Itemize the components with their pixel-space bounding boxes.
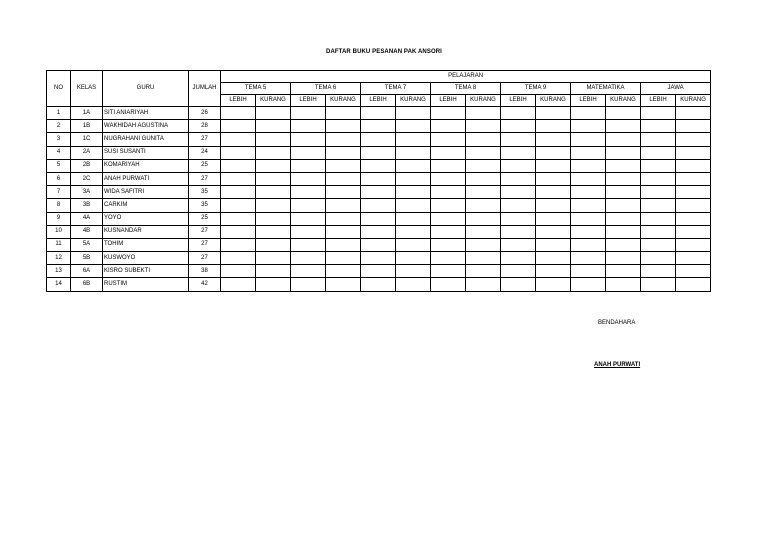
- empty-cell: [431, 107, 466, 120]
- empty-cell: [571, 225, 606, 238]
- empty-cell: [536, 238, 571, 251]
- empty-cell: [221, 120, 256, 133]
- header-kurang: KURANG: [536, 95, 571, 107]
- empty-cell: [361, 186, 396, 199]
- empty-cell: [466, 225, 501, 238]
- empty-cell: [221, 238, 256, 251]
- empty-cell: [291, 265, 326, 278]
- empty-cell: [291, 278, 326, 291]
- empty-cell: [396, 159, 431, 172]
- cell-no: 11: [47, 238, 71, 251]
- empty-cell: [606, 146, 641, 159]
- table-row: [47, 199, 711, 212]
- empty-cell: [291, 133, 326, 146]
- empty-cell: [466, 265, 501, 278]
- header-kelas: KELAS: [71, 71, 103, 107]
- header-no: NO: [47, 71, 71, 107]
- empty-cell: [256, 199, 291, 212]
- empty-cell: [466, 252, 501, 265]
- empty-cell: [256, 265, 291, 278]
- empty-cell: [466, 186, 501, 199]
- empty-cell: [291, 212, 326, 225]
- empty-cell: [291, 159, 326, 172]
- empty-cell: [466, 172, 501, 185]
- empty-cell: [396, 265, 431, 278]
- empty-cell: [361, 238, 396, 251]
- empty-cell: [571, 212, 606, 225]
- empty-cell: [256, 278, 291, 291]
- empty-cell: [501, 172, 536, 185]
- empty-cell: [291, 225, 326, 238]
- header-subject: TEMA 6: [291, 83, 361, 95]
- empty-cell: [501, 212, 536, 225]
- cell-no: 4: [47, 146, 71, 159]
- header-kurang: KURANG: [326, 95, 361, 107]
- empty-cell: [676, 252, 711, 265]
- cell-guru: ANAH PURWATI: [103, 172, 189, 185]
- cell-kelas: 4B: [71, 225, 103, 238]
- cell-jumlah: 24: [189, 146, 221, 159]
- cell-kelas: 6A: [71, 265, 103, 278]
- empty-cell: [571, 278, 606, 291]
- header-lebih: LEBIH: [431, 95, 466, 107]
- empty-cell: [431, 120, 466, 133]
- empty-cell: [361, 146, 396, 159]
- cell-kelas: 5B: [71, 252, 103, 265]
- empty-cell: [501, 199, 536, 212]
- empty-cell: [221, 199, 256, 212]
- empty-cell: [326, 120, 361, 133]
- cell-guru: WIDA SAFITRI: [103, 186, 189, 199]
- table-row: [47, 238, 711, 251]
- empty-cell: [571, 133, 606, 146]
- empty-cell: [396, 199, 431, 212]
- empty-cell: [221, 265, 256, 278]
- cell-guru: RUSTIM: [103, 278, 189, 291]
- empty-cell: [361, 133, 396, 146]
- empty-cell: [361, 172, 396, 185]
- empty-cell: [676, 172, 711, 185]
- empty-cell: [431, 146, 466, 159]
- empty-cell: [641, 238, 676, 251]
- empty-cell: [221, 186, 256, 199]
- cell-kelas: 2A: [71, 146, 103, 159]
- empty-cell: [326, 146, 361, 159]
- empty-cell: [221, 159, 256, 172]
- empty-cell: [221, 278, 256, 291]
- cell-guru: KUSWOYO: [103, 252, 189, 265]
- empty-cell: [431, 186, 466, 199]
- cell-no: 7: [47, 186, 71, 199]
- cell-no: 1: [47, 107, 71, 120]
- empty-cell: [606, 238, 641, 251]
- cell-no: 6: [47, 172, 71, 185]
- header-row-top: [47, 71, 711, 83]
- cell-jumlah: 38: [189, 265, 221, 278]
- empty-cell: [291, 172, 326, 185]
- empty-cell: [676, 212, 711, 225]
- empty-cell: [256, 133, 291, 146]
- empty-cell: [536, 120, 571, 133]
- signature-name: ANAH PURWATI: [594, 362, 641, 368]
- empty-cell: [676, 225, 711, 238]
- header-lebih: LEBIH: [571, 95, 606, 107]
- empty-cell: [536, 252, 571, 265]
- empty-cell: [606, 252, 641, 265]
- cell-jumlah: 25: [189, 159, 221, 172]
- table-row: [47, 146, 711, 159]
- cell-no: 2: [47, 120, 71, 133]
- empty-cell: [256, 238, 291, 251]
- header-kurang: KURANG: [396, 95, 431, 107]
- empty-cell: [431, 199, 466, 212]
- cell-no: 9: [47, 212, 71, 225]
- empty-cell: [606, 225, 641, 238]
- empty-cell: [501, 278, 536, 291]
- empty-cell: [571, 265, 606, 278]
- empty-cell: [641, 146, 676, 159]
- empty-cell: [396, 212, 431, 225]
- header-subject: TEMA 5: [221, 83, 291, 95]
- empty-cell: [641, 225, 676, 238]
- empty-cell: [361, 212, 396, 225]
- empty-cell: [466, 107, 501, 120]
- empty-cell: [676, 265, 711, 278]
- cell-jumlah: 42: [189, 278, 221, 291]
- empty-cell: [466, 146, 501, 159]
- header-lebih: LEBIH: [501, 95, 536, 107]
- table-row: [47, 225, 711, 238]
- empty-cell: [221, 172, 256, 185]
- empty-cell: [536, 212, 571, 225]
- cell-no: 14: [47, 278, 71, 291]
- empty-cell: [291, 238, 326, 251]
- empty-cell: [676, 146, 711, 159]
- empty-cell: [291, 120, 326, 133]
- empty-cell: [536, 278, 571, 291]
- table-row: [47, 278, 711, 291]
- empty-cell: [291, 252, 326, 265]
- empty-cell: [606, 278, 641, 291]
- empty-cell: [606, 199, 641, 212]
- empty-cell: [676, 159, 711, 172]
- header-jumlah: JUMLAH: [189, 71, 221, 107]
- cell-jumlah: 35: [189, 199, 221, 212]
- cell-kelas: 1C: [71, 133, 103, 146]
- empty-cell: [606, 212, 641, 225]
- empty-cell: [466, 199, 501, 212]
- empty-cell: [221, 146, 256, 159]
- empty-cell: [256, 120, 291, 133]
- table-row: [47, 252, 711, 265]
- document-title: DAFTAR BUKU PESANAN PAK ANSORI: [326, 49, 442, 55]
- empty-cell: [431, 252, 466, 265]
- empty-cell: [641, 252, 676, 265]
- empty-cell: [571, 238, 606, 251]
- empty-cell: [396, 172, 431, 185]
- empty-cell: [641, 199, 676, 212]
- empty-cell: [676, 120, 711, 133]
- empty-cell: [361, 225, 396, 238]
- empty-cell: [536, 133, 571, 146]
- header-kurang: KURANG: [606, 95, 641, 107]
- cell-guru: TOHIM: [103, 238, 189, 251]
- cell-kelas: 6B: [71, 278, 103, 291]
- empty-cell: [256, 159, 291, 172]
- empty-cell: [466, 238, 501, 251]
- cell-jumlah: 28: [189, 120, 221, 133]
- cell-jumlah: 26: [189, 107, 221, 120]
- header-pelajaran: PELAJARAN: [221, 71, 711, 83]
- table-row: [47, 159, 711, 172]
- empty-cell: [361, 278, 396, 291]
- empty-cell: [221, 225, 256, 238]
- empty-cell: [396, 120, 431, 133]
- empty-cell: [641, 159, 676, 172]
- cell-no: 3: [47, 133, 71, 146]
- empty-cell: [221, 133, 256, 146]
- empty-cell: [676, 238, 711, 251]
- empty-cell: [536, 107, 571, 120]
- header-lebih: LEBIH: [291, 95, 326, 107]
- header-subject: TEMA 9: [501, 83, 571, 95]
- header-subject: MATEMATIKA: [571, 83, 641, 95]
- cell-kelas: 3B: [71, 199, 103, 212]
- empty-cell: [536, 172, 571, 185]
- empty-cell: [676, 133, 711, 146]
- empty-cell: [501, 265, 536, 278]
- empty-cell: [501, 225, 536, 238]
- empty-cell: [501, 107, 536, 120]
- empty-cell: [536, 146, 571, 159]
- empty-cell: [361, 120, 396, 133]
- empty-cell: [326, 238, 361, 251]
- empty-cell: [326, 107, 361, 120]
- empty-cell: [501, 159, 536, 172]
- table-row: [47, 212, 711, 225]
- empty-cell: [641, 265, 676, 278]
- empty-cell: [536, 265, 571, 278]
- empty-cell: [571, 186, 606, 199]
- empty-cell: [466, 133, 501, 146]
- empty-cell: [606, 186, 641, 199]
- empty-cell: [256, 186, 291, 199]
- empty-cell: [641, 172, 676, 185]
- empty-cell: [501, 186, 536, 199]
- table-row: [47, 172, 711, 185]
- empty-cell: [641, 212, 676, 225]
- empty-cell: [606, 159, 641, 172]
- empty-cell: [431, 212, 466, 225]
- cell-guru: WAKHIDAH AGUSTINA: [103, 120, 189, 133]
- cell-no: 12: [47, 252, 71, 265]
- empty-cell: [326, 278, 361, 291]
- cell-kelas: 1B: [71, 120, 103, 133]
- empty-cell: [221, 107, 256, 120]
- table-row: [47, 107, 711, 120]
- table-row: [47, 186, 711, 199]
- empty-cell: [361, 199, 396, 212]
- empty-cell: [571, 252, 606, 265]
- empty-cell: [256, 107, 291, 120]
- empty-cell: [396, 238, 431, 251]
- empty-cell: [466, 212, 501, 225]
- empty-cell: [641, 120, 676, 133]
- cell-no: 13: [47, 265, 71, 278]
- empty-cell: [571, 107, 606, 120]
- cell-jumlah: 27: [189, 172, 221, 185]
- empty-cell: [571, 159, 606, 172]
- header-lebih: LEBIH: [361, 95, 396, 107]
- empty-cell: [291, 107, 326, 120]
- header-subject: JAWA: [641, 83, 711, 95]
- empty-cell: [676, 186, 711, 199]
- empty-cell: [291, 146, 326, 159]
- cell-no: 5: [47, 159, 71, 172]
- cell-jumlah: 25: [189, 212, 221, 225]
- empty-cell: [396, 133, 431, 146]
- empty-cell: [291, 186, 326, 199]
- cell-kelas: 1A: [71, 107, 103, 120]
- empty-cell: [571, 146, 606, 159]
- empty-cell: [606, 133, 641, 146]
- empty-cell: [326, 225, 361, 238]
- empty-cell: [431, 159, 466, 172]
- cell-guru: NUGRAHANI GUNITA: [103, 133, 189, 146]
- empty-cell: [466, 120, 501, 133]
- cell-kelas: 4A: [71, 212, 103, 225]
- empty-cell: [256, 146, 291, 159]
- empty-cell: [501, 133, 536, 146]
- empty-cell: [326, 186, 361, 199]
- table-row: [47, 265, 711, 278]
- empty-cell: [256, 172, 291, 185]
- cell-kelas: 3A: [71, 186, 103, 199]
- empty-cell: [256, 212, 291, 225]
- empty-cell: [676, 107, 711, 120]
- empty-cell: [431, 265, 466, 278]
- empty-cell: [431, 238, 466, 251]
- empty-cell: [326, 133, 361, 146]
- empty-cell: [571, 120, 606, 133]
- cell-kelas: 2C: [71, 172, 103, 185]
- empty-cell: [326, 172, 361, 185]
- cell-guru: KOMARIYAH: [103, 159, 189, 172]
- empty-cell: [536, 186, 571, 199]
- empty-cell: [326, 199, 361, 212]
- empty-cell: [396, 252, 431, 265]
- empty-cell: [501, 238, 536, 251]
- header-guru: GURU: [103, 71, 189, 107]
- cell-no: 8: [47, 199, 71, 212]
- empty-cell: [466, 278, 501, 291]
- cell-no: 10: [47, 225, 71, 238]
- empty-cell: [431, 225, 466, 238]
- empty-cell: [326, 265, 361, 278]
- header-lebih: LEBIH: [641, 95, 676, 107]
- cell-guru: YOYO: [103, 212, 189, 225]
- header-subject: TEMA 7: [361, 83, 431, 95]
- empty-cell: [221, 212, 256, 225]
- empty-cell: [641, 278, 676, 291]
- cell-guru: KISRO SUBEKTI: [103, 265, 189, 278]
- empty-cell: [501, 252, 536, 265]
- cell-jumlah: 27: [189, 133, 221, 146]
- header-kurang: KURANG: [466, 95, 501, 107]
- cell-kelas: 5A: [71, 238, 103, 251]
- cell-guru: SITI ANIARIYAH: [103, 107, 189, 120]
- table-row: [47, 120, 711, 133]
- empty-cell: [256, 225, 291, 238]
- empty-cell: [536, 199, 571, 212]
- cell-guru: SUSI SUSANTI: [103, 146, 189, 159]
- header-kurang: KURANG: [256, 95, 291, 107]
- cell-jumlah: 27: [189, 238, 221, 251]
- empty-cell: [326, 212, 361, 225]
- empty-cell: [606, 265, 641, 278]
- empty-cell: [396, 225, 431, 238]
- empty-cell: [396, 278, 431, 291]
- empty-cell: [571, 172, 606, 185]
- cell-guru: CARKIM: [103, 199, 189, 212]
- empty-cell: [326, 159, 361, 172]
- empty-cell: [606, 120, 641, 133]
- table-row: [47, 133, 711, 146]
- empty-cell: [291, 199, 326, 212]
- empty-cell: [396, 186, 431, 199]
- empty-cell: [571, 199, 606, 212]
- empty-cell: [396, 146, 431, 159]
- cell-jumlah: 35: [189, 186, 221, 199]
- empty-cell: [641, 186, 676, 199]
- header-lebih: LEBIH: [221, 95, 256, 107]
- empty-cell: [606, 107, 641, 120]
- empty-cell: [501, 146, 536, 159]
- order-table: [46, 70, 711, 292]
- header-kurang: KURANG: [676, 95, 711, 107]
- table-body: [47, 107, 711, 292]
- empty-cell: [536, 159, 571, 172]
- empty-cell: [431, 133, 466, 146]
- cell-kelas: 2B: [71, 159, 103, 172]
- empty-cell: [361, 252, 396, 265]
- cell-guru: KUSNANDAR: [103, 225, 189, 238]
- empty-cell: [676, 199, 711, 212]
- empty-cell: [536, 225, 571, 238]
- empty-cell: [256, 252, 291, 265]
- empty-cell: [676, 278, 711, 291]
- empty-cell: [431, 278, 466, 291]
- empty-cell: [361, 265, 396, 278]
- header-subject: TEMA 8: [431, 83, 501, 95]
- empty-cell: [361, 107, 396, 120]
- empty-cell: [361, 159, 396, 172]
- empty-cell: [501, 120, 536, 133]
- empty-cell: [466, 159, 501, 172]
- signature-title: BENDAHARA: [598, 320, 636, 326]
- empty-cell: [606, 172, 641, 185]
- cell-jumlah: 27: [189, 225, 221, 238]
- empty-cell: [396, 107, 431, 120]
- empty-cell: [641, 133, 676, 146]
- empty-cell: [221, 252, 256, 265]
- cell-jumlah: 27: [189, 252, 221, 265]
- empty-cell: [641, 107, 676, 120]
- empty-cell: [431, 172, 466, 185]
- empty-cell: [326, 252, 361, 265]
